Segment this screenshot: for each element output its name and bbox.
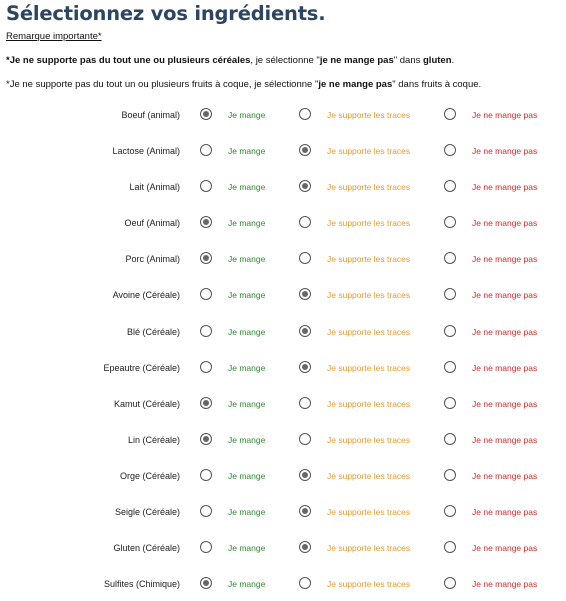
option-label-traces[interactable]: Je supporte les traces — [327, 326, 411, 337]
option-label-eat[interactable]: Je mange — [228, 362, 266, 373]
radio-no[interactable] — [444, 216, 456, 228]
option-label-no[interactable]: Je ne mange pas — [472, 290, 538, 301]
radio-eat[interactable] — [200, 577, 212, 589]
option-label-no[interactable]: Je ne mange pas — [472, 326, 538, 337]
ingredient-row — [0, 204, 566, 240]
option-label-eat[interactable]: Je mange — [228, 398, 266, 409]
option-label-eat[interactable]: Je mange — [228, 507, 266, 518]
radio-no[interactable] — [444, 397, 456, 409]
option-label-traces[interactable]: Je supporte les traces — [327, 362, 411, 373]
option-label-traces[interactable]: Je supporte les traces — [327, 254, 411, 265]
radio-eat[interactable] — [200, 180, 212, 192]
radio-traces[interactable] — [299, 397, 311, 409]
radio-traces[interactable] — [299, 505, 311, 517]
note-nuts-bold: je ne mange pas — [318, 79, 393, 90]
option-label-eat[interactable]: Je mange — [228, 110, 266, 120]
radio-eat[interactable] — [200, 361, 212, 373]
remark-link[interactable]: Remarque importante* — [6, 31, 102, 42]
ingredient-label: Gluten (Céréale) — [113, 543, 180, 554]
radio-no[interactable] — [444, 361, 456, 373]
note-nuts-suffix: " dans fruits à coque. — [392, 79, 482, 90]
note-cereals-bold: je ne mange pas — [319, 55, 394, 66]
ingredient-label: Sulfites (Chimique) — [103, 579, 180, 590]
option-label-eat[interactable]: Je mange — [228, 579, 266, 590]
option-label-traces[interactable]: Je supporte les traces — [327, 507, 411, 518]
ingredient-row — [0, 385, 566, 421]
option-label-no[interactable]: Je ne mange pas — [472, 507, 538, 518]
radio-traces[interactable] — [299, 288, 311, 300]
radio-no[interactable] — [444, 577, 456, 589]
option-label-eat[interactable]: Je mange — [228, 218, 266, 229]
option-label-no[interactable]: Je ne mange pas — [472, 362, 538, 373]
option-label-eat[interactable]: Je mange — [228, 182, 266, 193]
page-title: Sélectionnez vos ingrédients. — [6, 2, 326, 25]
ingredient-row — [0, 529, 566, 565]
option-label-no[interactable]: Je ne mange pas — [472, 218, 538, 229]
option-label-no[interactable]: Je ne mange pas — [472, 254, 538, 265]
ingredient-label: Lin (Céréale) — [127, 434, 180, 445]
option-label-eat[interactable]: Je mange — [228, 434, 266, 445]
radio-no[interactable] — [444, 288, 456, 300]
note-cereals — [6, 55, 454, 66]
ingredient-row — [0, 313, 566, 349]
ingredient-row — [0, 421, 566, 457]
ingredient-label: Oeuf (Animal) — [124, 218, 180, 229]
ingredient-row — [0, 349, 566, 385]
option-label-traces[interactable]: Je supporte les traces — [327, 470, 411, 481]
ingredient-label: Seigle (Céréale) — [114, 507, 180, 518]
ingredient-row — [0, 132, 566, 168]
note-cereals-gluten: gluten — [423, 55, 452, 66]
radio-traces[interactable] — [299, 541, 311, 553]
radio-traces[interactable] — [299, 361, 311, 373]
ingredient-label: Epeautre (Céréale) — [103, 362, 180, 373]
radio-no[interactable] — [444, 252, 456, 264]
radio-no[interactable] — [444, 505, 456, 517]
ingredient-label: Orge (Céréale) — [119, 470, 180, 481]
option-label-eat[interactable]: Je mange — [228, 543, 266, 554]
option-label-no[interactable]: Je ne mange pas — [472, 434, 538, 445]
radio-traces[interactable] — [299, 180, 311, 192]
option-label-traces[interactable]: Je supporte les traces — [327, 579, 411, 590]
option-label-traces[interactable]: Je supporte les traces — [327, 146, 411, 157]
radio-traces[interactable] — [299, 252, 311, 264]
radio-traces[interactable] — [299, 108, 311, 120]
option-label-traces[interactable]: Je supporte les traces — [327, 290, 411, 301]
ingredient-label: Blé (Céréale) — [126, 326, 180, 337]
ingredient-row — [0, 493, 566, 529]
radio-no[interactable] — [444, 541, 456, 553]
option-label-eat[interactable]: Je mange — [228, 146, 266, 157]
radio-no[interactable] — [444, 433, 456, 445]
ingredient-label: Lait (Animal) — [129, 182, 180, 193]
note-nuts — [6, 79, 481, 90]
radio-eat[interactable] — [200, 288, 212, 300]
radio-traces[interactable] — [299, 144, 311, 156]
option-label-eat[interactable]: Je mange — [228, 326, 266, 337]
option-label-eat[interactable]: Je mange — [228, 470, 266, 481]
option-label-traces[interactable]: Je supporte les traces — [327, 434, 411, 445]
radio-traces[interactable] — [299, 469, 311, 481]
radio-eat[interactable] — [200, 469, 212, 481]
ingredient-label: Avoine (Céréale) — [112, 290, 180, 301]
option-label-traces[interactable]: Je supporte les traces — [327, 543, 411, 554]
ingredient-label: Kamut (Céréale) — [113, 398, 180, 409]
option-label-no[interactable]: Je ne mange pas — [472, 543, 538, 554]
ingredient-row — [0, 96, 566, 132]
option-label-no[interactable]: Je ne mange pas — [472, 579, 538, 590]
radio-eat[interactable] — [200, 144, 212, 156]
radio-traces[interactable] — [299, 325, 311, 337]
note-cereals-text-2: " dans — [393, 55, 423, 66]
radio-no[interactable] — [444, 325, 456, 337]
ingredient-list — [0, 96, 566, 601]
option-label-traces[interactable]: Je supporte les traces — [327, 110, 411, 120]
ingredient-row — [0, 565, 566, 601]
option-label-no[interactable]: Je ne mange pas — [472, 182, 538, 193]
ingredient-row — [0, 276, 566, 312]
radio-traces[interactable] — [299, 216, 311, 228]
radio-traces[interactable] — [299, 577, 311, 589]
radio-eat[interactable] — [200, 108, 212, 120]
ingredient-label: Boeuf (animal) — [121, 110, 180, 120]
option-label-no[interactable]: Je ne mange pas — [472, 110, 538, 120]
option-label-no[interactable]: Je ne mange pas — [472, 146, 538, 157]
option-label-traces[interactable]: Je supporte les traces — [327, 182, 411, 193]
ingredient-row — [0, 168, 566, 204]
ingredient-row — [0, 457, 566, 493]
radio-traces[interactable] — [299, 433, 311, 445]
note-cereals-text: , je sélectionne " — [250, 55, 320, 66]
ingredient-label: Porc (Animal) — [125, 254, 180, 265]
option-label-no[interactable]: Je ne mange pas — [472, 470, 538, 481]
radio-eat[interactable] — [200, 216, 212, 228]
radio-eat[interactable] — [200, 505, 212, 517]
radio-eat[interactable] — [200, 325, 212, 337]
radio-eat[interactable] — [200, 397, 212, 409]
option-label-eat[interactable]: Je mange — [228, 254, 266, 265]
radio-eat[interactable] — [200, 252, 212, 264]
radio-no[interactable] — [444, 108, 456, 120]
option-label-eat[interactable]: Je mange — [228, 290, 266, 301]
option-label-traces[interactable]: Je supporte les traces — [327, 218, 411, 229]
radio-eat[interactable] — [200, 541, 212, 553]
ingredient-label: Lactose (Animal) — [112, 146, 180, 157]
option-label-no[interactable]: Je ne mange pas — [472, 398, 538, 409]
option-label-traces[interactable]: Je supporte les traces — [327, 398, 411, 409]
note-nuts-text: *Je ne supporte pas du tout un ou plusieurs fruits à coque, je sélectionne " — [6, 79, 319, 90]
ingredient-row — [0, 240, 566, 276]
radio-no[interactable] — [444, 469, 456, 481]
radio-no[interactable] — [444, 144, 456, 156]
note-cereals-lead: *Je ne supporte pas du tout une ou plusieurs céréales — [6, 55, 251, 66]
radio-eat[interactable] — [200, 433, 212, 445]
radio-no[interactable] — [444, 180, 456, 192]
note-cereals-end: . — [451, 55, 455, 66]
